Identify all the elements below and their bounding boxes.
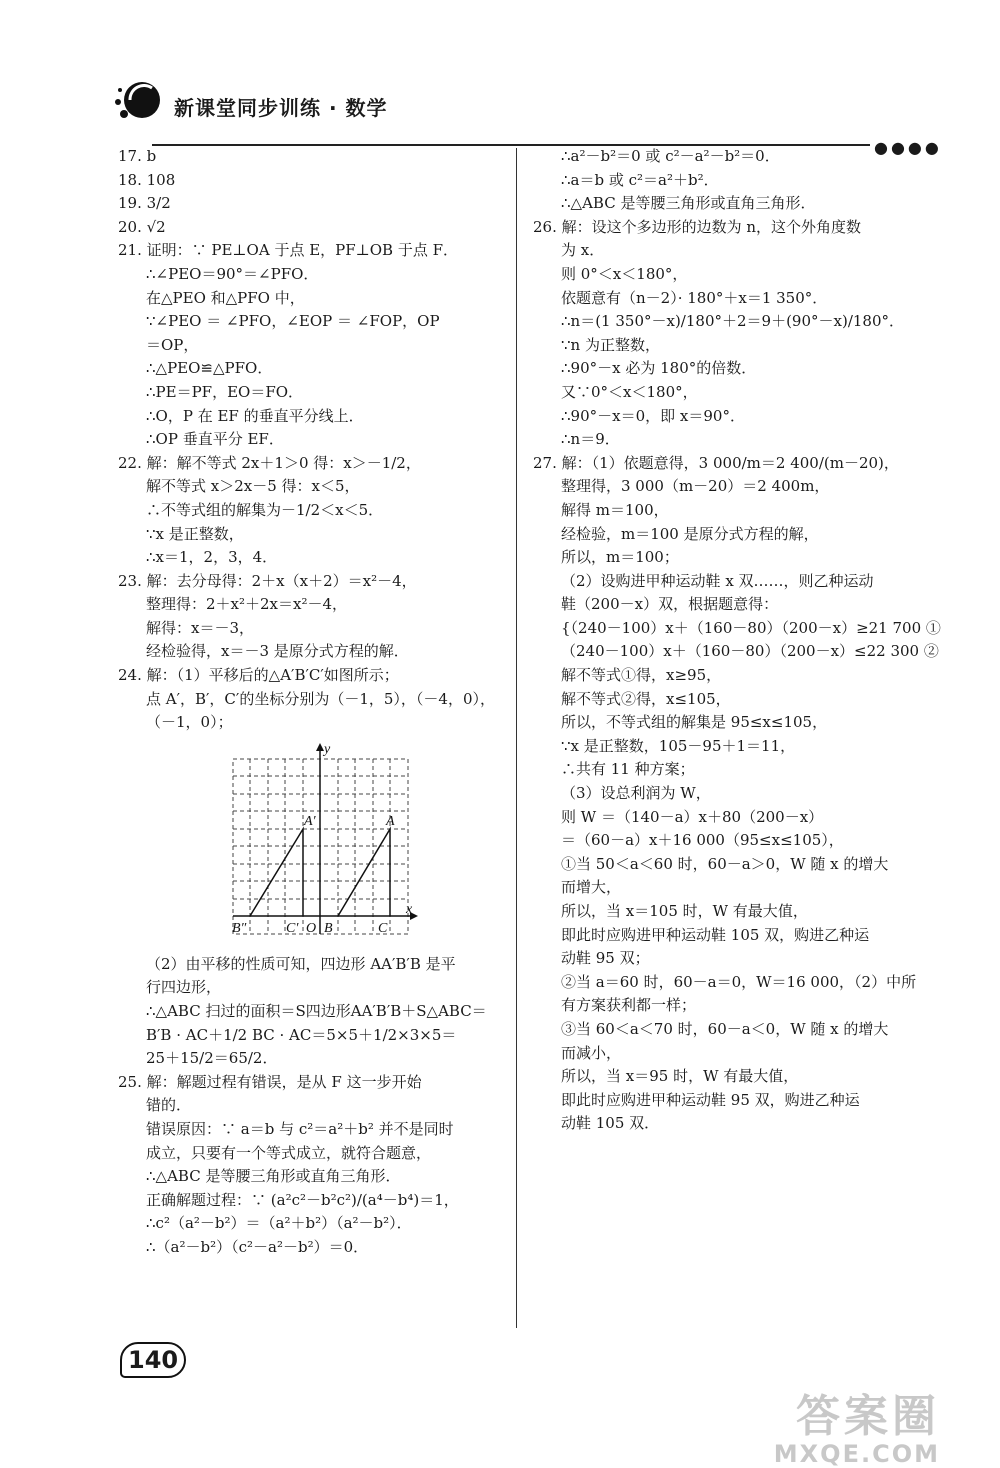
answer-line: B′B · AC＋1/2 BC · AC＝5×5＋1/2×3×5＝ xyxy=(146,1025,457,1044)
answer-line: ∵n 为正整数， xyxy=(561,335,660,354)
answer-line: （3）设总利润为 W， xyxy=(561,784,711,803)
answer-line: 20. √2 xyxy=(118,217,166,236)
answer-line: ∴△ABC 是等腰三角形或直角三角形． xyxy=(146,1167,401,1186)
answer-line: 错误原因：∵ a＝b 与 c²＝a²＋b² 并不是同时 xyxy=(146,1120,454,1138)
watermark xyxy=(774,1380,940,1468)
column-divider xyxy=(516,148,517,1328)
answer-line: ∵x 是正整数， xyxy=(146,524,244,543)
answer-line: ∴90°－x 必为 180°的倍数． xyxy=(561,359,757,378)
answer-line: ∴c²（a²－b²）＝（a²＋b²）（a²－b²）． xyxy=(146,1214,412,1233)
triangle-abc xyxy=(338,829,390,916)
answer-line: ∴90°－x＝0，即 x＝90°． xyxy=(561,406,745,425)
answer-line: ∴△ABC 是等腰三角形或直角三角形． xyxy=(561,194,816,213)
answer-line: 即此时应购进甲种运动鞋 105 双，购进乙种运 xyxy=(561,925,870,944)
label-b: B xyxy=(324,920,333,936)
answer-line: 经检验得，x＝－3 是原分式方程的解． xyxy=(146,642,409,661)
answer-line: 所以，m＝100； xyxy=(561,548,679,567)
right-column xyxy=(533,145,941,1136)
answer-line: 经检验，m＝100 是原分式方程的解， xyxy=(561,524,819,543)
label-a: A xyxy=(386,813,395,829)
answer-line: 则 0°＜x＜180°， xyxy=(561,264,688,283)
answer-line: ∴x＝1，2，3，4． xyxy=(146,548,278,567)
answer-line: 25. 解：解题过程有错误，是从 F 这一步开始 xyxy=(118,1072,422,1091)
answer-line: 动鞋 105 双． xyxy=(561,1114,660,1133)
answer-line: 解不等式②得，x≤105， xyxy=(561,689,731,708)
logo-icon xyxy=(112,78,162,128)
answer-line: 即此时应购进甲种运动鞋 95 双，购进乙种运 xyxy=(561,1090,860,1109)
answer-line: ∴（a²－b²）（c²－a²－b²）＝0． xyxy=(146,1237,369,1256)
answer-line: 25＋15/2＝65/2． xyxy=(146,1049,278,1068)
answer-line: 成立，只要有一个等式成立，就符合题意， xyxy=(146,1143,432,1162)
answer-line: 22. 解：解不等式 2x＋1＞0 得：x＞－1/2， xyxy=(118,453,421,472)
answer-line: ∴共有 11 种方案； xyxy=(561,760,695,779)
coordinate-graph xyxy=(228,739,418,949)
grid-figure xyxy=(228,739,418,949)
answer-line: 整理得：2＋x²＋2x＝x²－4， xyxy=(146,595,348,614)
label-c: C xyxy=(378,920,388,936)
answer-line: 24. 解：（1）平移后的△A′B′C′如图所示； xyxy=(118,666,399,685)
left-column xyxy=(118,145,508,1260)
answer-line: （240－100）x＋（160－80）（200－x）≤22 300 ② xyxy=(561,642,939,661)
answer-line: ∴不等式组的解集为－1/2＜x＜5． xyxy=(146,500,384,519)
label-a1: A′ xyxy=(304,813,316,829)
answer-line: ∴△ABC 扫过的面积＝S四边形AA′B′B＋S△ABC＝ xyxy=(146,1002,487,1021)
page-number: 140 xyxy=(120,1342,186,1378)
header-title: 新课堂同步训练 · 数学 xyxy=(174,96,388,120)
answer-line: 为 x． xyxy=(561,241,605,260)
answer-line: 解不等式 x＞2x－5 得：x＜5， xyxy=(146,477,360,496)
label-x: x xyxy=(406,901,413,917)
answer-line: 鞋（200－x）双，根据题意得： xyxy=(561,595,779,614)
answer-line: ∵∠PEO ＝ ∠PFO，∠EOP ＝ ∠FOP，OP xyxy=(146,312,440,331)
header-dots: ●●●● xyxy=(874,138,942,157)
answer-line: ∴△PEO≌△PFO． xyxy=(146,359,273,378)
answer-line: ②当 a＝60 时，60－a＝0，W＝16 000，（2）中所 xyxy=(561,972,917,991)
label-c1: C′ xyxy=(286,920,299,936)
answer-line: 26. 解：设这个多边形的边数为 n，这个外角度数 xyxy=(533,217,862,236)
label-b1: B″ xyxy=(232,920,247,936)
answer-line: ∴a＝b 或 c²＝a²＋b²． xyxy=(561,170,719,189)
answer-line: ∴n＝9． xyxy=(561,430,620,449)
answer-line: {（240－100）x＋（160－80）（200－x）≥21 700 ① xyxy=(561,618,941,637)
label-y: y xyxy=(324,741,331,757)
answer-line: 所以，当 x＝105 时，W 有最大值， xyxy=(561,902,808,920)
answer-line: ∴OP 垂直平分 EF． xyxy=(146,430,284,449)
answer-line: 23. 解：去分母得：2＋x（x＋2）＝x²－4， xyxy=(118,571,417,590)
answer-line: 而增大， xyxy=(561,878,622,897)
answer-line: ＝（60－a）x＋16 000（95≤x≤105）， xyxy=(561,831,844,850)
answer-line: ∴a²－b²＝0 或 c²－a²－b²＝0． xyxy=(561,147,780,165)
watermark-logo-text: 答案圈 xyxy=(796,1391,940,1442)
answer-line: 在△PEO 和△PFO 中， xyxy=(146,288,305,307)
answer-line: ∴n＝(1 350°－x)/180°＋2＝9＋(90°－x)/180°． xyxy=(561,312,905,331)
answer-line: 依题意有（n－2）· 180°＋x＝1 350°． xyxy=(561,288,828,307)
answer-line: 19. 3/2 xyxy=(118,194,171,213)
answer-line: 18. 108 xyxy=(118,170,176,189)
answer-line: ∴PE＝PF，EO＝FO． xyxy=(146,382,304,401)
triangle-a1b1c1 xyxy=(250,829,303,916)
answer-line: 解得 m＝100， xyxy=(561,500,669,519)
answer-line: 解得：x＝－3， xyxy=(146,618,255,637)
answer-line: 而减小， xyxy=(561,1043,622,1062)
answer-line: ＝OP， xyxy=(146,335,199,354)
answer-line: （－1，0）； xyxy=(146,713,233,732)
answer-line: ∴O，P 在 EF 的垂直平分线上． xyxy=(146,406,364,425)
answer-line: 解不等式①得，x≥95， xyxy=(561,666,722,685)
answer-line: （2）由平移的性质可知，四边形 AA′B′B 是平 xyxy=(146,954,456,973)
answer-line: ∴∠PEO＝90°＝∠PFO． xyxy=(146,264,319,283)
watermark-url: MXQE.COM xyxy=(773,1440,940,1468)
answer-line: 则 W ＝（140－a）x＋80（200－x） xyxy=(561,807,824,826)
answer-line: ①当 50＜a＜60 时，60－a＞0，W 随 x 的增大 xyxy=(561,854,889,873)
answer-line: 17. b xyxy=(118,147,157,165)
answer-line: （2）设购进甲种运动鞋 x 双……，则乙种运动 xyxy=(561,571,874,590)
answer-line: 错的． xyxy=(146,1096,192,1115)
answer-line: 21. 证明：∵ PE⊥OA 于点 E，PF⊥OB 于点 F． xyxy=(118,241,459,260)
answer-line: 点 A′，B′，C′的坐标分别为（－1，5），（－4，0）， xyxy=(146,689,495,708)
answer-line: 又∵0°＜x＜180°， xyxy=(561,382,698,401)
answer-line: 所以，当 x＝95 时，W 有最大值， xyxy=(561,1067,799,1086)
answer-line: ∵x 是正整数，105－95＋1＝11， xyxy=(561,736,796,755)
answer-line: 行四边形， xyxy=(146,978,222,997)
label-o: O xyxy=(306,920,317,936)
answer-line: 整理得，3 000（m－20）＝2 400m， xyxy=(561,477,830,496)
answer-line: 动鞋 95 双； xyxy=(561,949,650,968)
answer-line: 27. 解：（1）依题意得，3 000/m＝2 400/(m－20)， xyxy=(533,453,899,472)
answer-line: 所以，不等式组的解集是 95≤x≤105， xyxy=(561,713,828,732)
answer-line: ③当 60＜a＜70 时，60－a＜0，W 随 x 的增大 xyxy=(561,1019,889,1038)
answer-line: 正确解题过程：∵ (a²c²－b²c²)/(a⁴－b⁴)＝1， xyxy=(146,1190,459,1209)
answer-line: 有方案获利都一样； xyxy=(561,996,697,1015)
